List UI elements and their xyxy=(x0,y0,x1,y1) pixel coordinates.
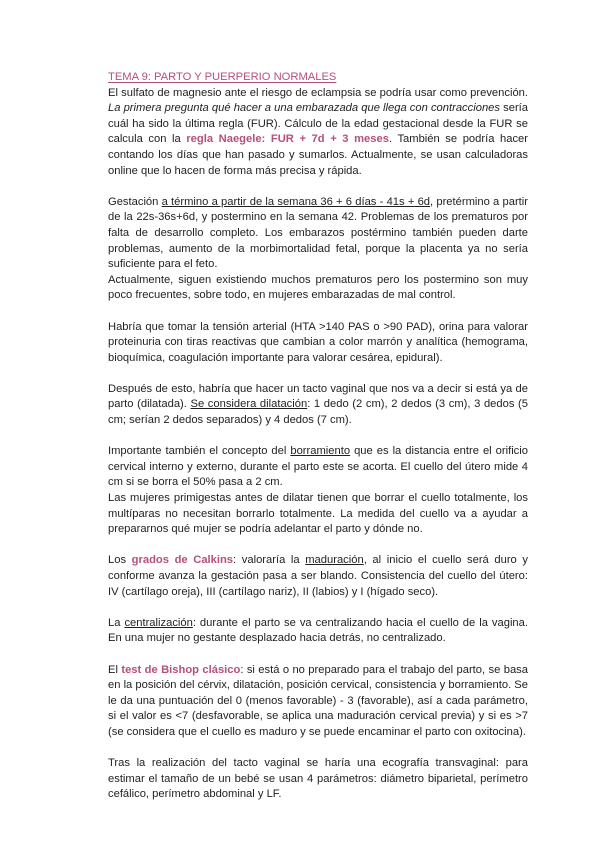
text: . También se podría hacer contando los días que han pasado y sumarlos. Actualmente, se usan calculadoras online que lo hacen de forma más precisa y rápida. xyxy=(108,133,528,177)
text: : valoraría la xyxy=(233,554,306,567)
text: El sulfato de magnesio ante el riesgo de eclampsia se podría usar como prevención. xyxy=(108,86,528,99)
page-title: TEMA 9: PARTO Y PUERPERIO NORMALES xyxy=(108,71,337,83)
paragraph-primigravida: Las mujeres primigestas antes de dilatar tienen que borrar el cuello totalmente, los multíparas no necesitan borrarlo totalmente. La medida del cuello va a ayudar a prepararnos qué mujer se podría adelantar el parto y dónde no. xyxy=(108,492,528,536)
underlined-term: borramiento xyxy=(290,445,351,458)
paragraph-calkins xyxy=(108,553,528,600)
text: que es la distancia entre el orificio cervical interno y externo, durante el parto este se acorta. El cuello del útero mide 4 cm si se borra el 50% pasa a 2 cm. xyxy=(108,445,528,489)
text: : 1 dedo (2 cm), 2 dedos (3 cm), 3 dedos (5 cm; serían 2 dedos separados) y 4 dedos (7 cm). xyxy=(108,398,528,427)
text: : si está o no preparado para el trabajo del parto, se basa en la posición del cérvix, dilatación, posición cervical, consistencia y borramiento. Se le da una puntuación del 0 (menos favorable) - 3 (favorable), así a cada parámetro, si el valor es <7 (desfavorable, se aplica una maduración cervical previa) y si es >7 (se considera que el cuello es maduro y se puede encaminar el parto con oxitocina). xyxy=(108,663,528,738)
text: : durante el parto se va centralizando hacia el cuello de la vagina. En una mujer no gestante desplazado hacia detrás, no centralizado. xyxy=(108,616,528,645)
underlined-term: centralización xyxy=(124,616,193,629)
text: , pretérmino a partir de la 22s-36s+6d, y postermino en la semana 42. Problemas de los prematuros por falta de desarrollo completo. Los embarazos postérmino también pueden darte problemas, aumento de la morbimortalidad fetal, porque la placenta ya no sería suficiente para el feto. xyxy=(108,195,528,271)
italic-text: La primera pregunta qué hacer a una embarazada que llega con contracciones xyxy=(108,102,500,115)
text: Después de esto, habría que hacer un tacto vaginal que nos va a decir si está ya de parto (dilatada). xyxy=(108,382,528,411)
paragraph-blood-pressure: Habría que tomar la tensión arterial (HTA >140 PAS o >90 PAD), orina para valorar proteinuria con tiras reactivas que cambian a color marrón y analítica (hemograma, bioquímica, coagulación importante para valorar cesárea, epidural). xyxy=(108,320,528,364)
highlight-naegele-rule: regla Naegele: FUR + 7d + 3 meses xyxy=(186,133,389,146)
paragraph-ultrasound: Tras la realización del tacto vaginal se haría una ecografía transvaginal: para estimar el tamaño de un bebé se usan 4 parámetros: diámetro biparietal, perímetro cefálico, perímetro abdominal y LF. xyxy=(108,757,528,801)
text: Importante también el concepto del xyxy=(108,445,291,458)
text: , al inicio el cuello será duro y conforme avanza la gestación pasa a ser blando. Consistencia del cuello del útero: IV (cartílago oreja), III (cartílago nariz), II (labios) y I (hígado seco). xyxy=(108,554,528,598)
paragraph-preterm-note: Actualmente, siguen existiendo muchos prematuros pero los postermino son muy poco frecuentes, sobre todo, en mujeres embarazadas de mal control. xyxy=(108,273,528,302)
document-page xyxy=(108,70,528,819)
text: La xyxy=(108,616,125,629)
paragraph-gestation xyxy=(108,195,528,273)
text: Gestación xyxy=(108,195,162,208)
paragraph-effacement xyxy=(108,444,528,491)
underlined-term: a término a partir de la semana 36 + 6 días - 41s + 6d xyxy=(161,195,431,208)
paragraph-dilation xyxy=(108,382,528,429)
paragraph-bishop xyxy=(108,663,528,741)
text: sería cuál ha sido la última regla (FUR). Cálculo de la edad gestacional desde la FUR se calcula con la xyxy=(108,102,528,146)
paragraph-eclampsia-fur xyxy=(108,86,528,180)
text: El xyxy=(108,663,122,676)
underlined-term: maduración xyxy=(305,554,364,567)
text: Los xyxy=(108,554,132,567)
paragraph-centralization xyxy=(108,616,528,647)
highlight-calkins: grados de Calkins xyxy=(131,554,234,567)
underlined-term: Se considera dilatación xyxy=(190,398,308,411)
highlight-bishop: test de Bishop clásico xyxy=(121,663,241,676)
